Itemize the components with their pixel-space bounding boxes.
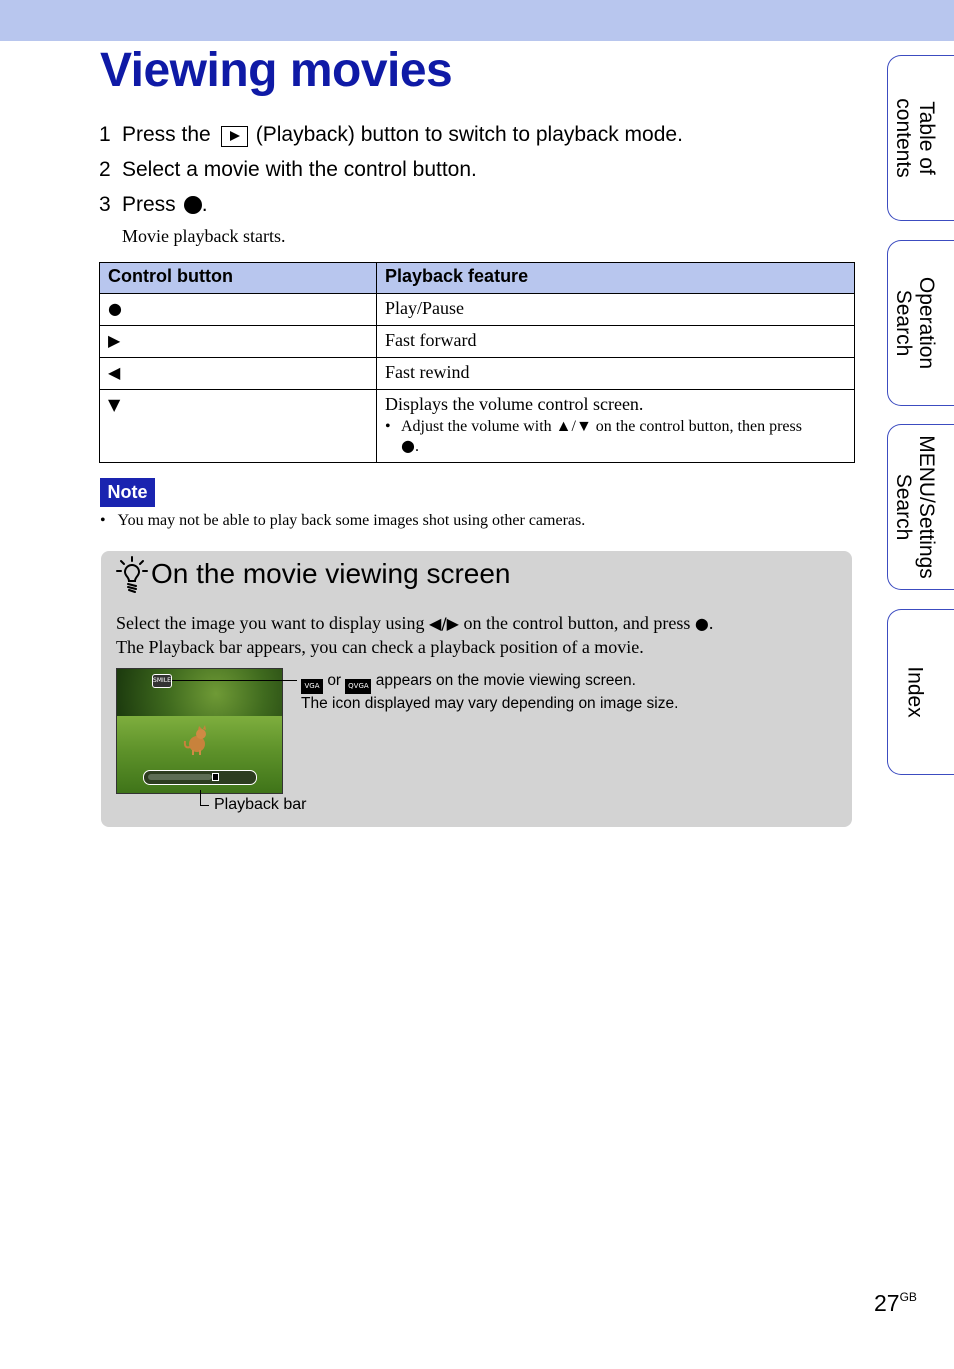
tab-label: MENU/Settings Search: [891, 435, 938, 579]
icon-info: [301, 671, 678, 714]
table-row: [100, 326, 855, 358]
movie-screen-photo: [116, 668, 283, 794]
bullet-item: [385, 417, 846, 457]
table-cell: Fast rewind: [377, 358, 855, 390]
smile-icon: SMILE: [152, 674, 172, 688]
step-number: 1: [99, 123, 111, 146]
kitten-image: [183, 725, 211, 755]
table-row: [100, 358, 855, 390]
info-text: appears on the movie viewing screen.: [375, 672, 636, 689]
table-row: [100, 390, 855, 463]
table-cell: Play/Pause: [377, 294, 855, 326]
bullet-text-end: .: [414, 438, 419, 455]
down-arrow-icon: ▼: [108, 395, 121, 414]
tip-text: The Playback bar appears, you can check a playback position of a movie.: [116, 637, 644, 657]
info-text: or: [327, 672, 342, 689]
step-text: .: [201, 193, 208, 216]
table-cell: Displays the volume control screen.: [385, 394, 644, 414]
bullet-text: Adjust the volume with ▲/▼ on the control button, then press: [401, 418, 802, 435]
playback-position-marker: [212, 773, 219, 781]
step-3-result: Movie playback starts.: [122, 226, 286, 246]
tip-body: [116, 611, 713, 659]
center-button-icon: ●: [694, 614, 709, 633]
tip-title: On the movie viewing screen: [151, 558, 511, 589]
leader-line: [200, 805, 209, 806]
table-row: [100, 294, 855, 326]
control-table: [99, 262, 855, 463]
leader-line: [200, 790, 201, 806]
leader-line: [172, 680, 297, 681]
page-title: Viewing movies: [100, 44, 453, 97]
step-text: Select a movie with the control button.: [122, 158, 477, 181]
tab-label: Table of contents: [891, 98, 938, 178]
right-arrow-icon: ▶: [108, 331, 121, 350]
playback-icon: [221, 126, 248, 147]
step-1: [99, 123, 683, 147]
step-number: 3: [99, 193, 111, 216]
step-text: Press the: [122, 123, 211, 146]
step-number: 2: [99, 158, 111, 181]
lightbulb-hint-icon: [116, 556, 150, 594]
note-text: • You may not be able to play back some images shot using other cameras.: [100, 512, 586, 529]
note-badge: Note: [100, 478, 155, 507]
left-right-arrows-icon: ◀/▶: [428, 614, 459, 633]
tab-label: Index: [903, 666, 926, 718]
tip-text: Select the image you want to display using: [116, 613, 425, 633]
table-header-row: [100, 263, 855, 294]
center-button-icon: [184, 196, 202, 214]
tip-text: on the control button, and press: [463, 613, 691, 633]
column-header: Control button: [100, 263, 377, 294]
tab-label: Operation Search: [891, 276, 938, 370]
qvga-icon: QVGA: [345, 679, 371, 694]
note-body: You may not be able to play back some images shot using other cameras.: [117, 512, 586, 529]
playback-bar-label: Playback bar: [214, 796, 307, 813]
tip-text: .: [708, 613, 714, 633]
tab-table-of-contents[interactable]: [887, 55, 954, 221]
tab-operation-search[interactable]: [887, 240, 954, 406]
step-3: [99, 193, 208, 217]
playback-progress: [148, 774, 212, 780]
step-2: [99, 158, 477, 182]
vga-icon: VGA: [301, 679, 323, 694]
column-header: Playback feature: [377, 263, 855, 294]
playback-bar: [143, 770, 257, 785]
tab-menu-settings-search[interactable]: [887, 424, 954, 590]
tab-index[interactable]: [887, 609, 954, 775]
page-number: $27^{GB}$: [874, 1290, 917, 1316]
header-band: [0, 0, 954, 41]
center-button-icon: ●: [108, 299, 122, 318]
left-arrow-icon: ◀: [108, 363, 121, 382]
step-text: Press: [122, 193, 176, 216]
info-text: The icon displayed may vary depending on image size.: [301, 695, 679, 712]
step-text: (Playback) button to switch to playback mode.: [255, 123, 683, 146]
center-button-icon: ●: [401, 436, 415, 455]
table-cell: Fast forward: [377, 326, 855, 358]
